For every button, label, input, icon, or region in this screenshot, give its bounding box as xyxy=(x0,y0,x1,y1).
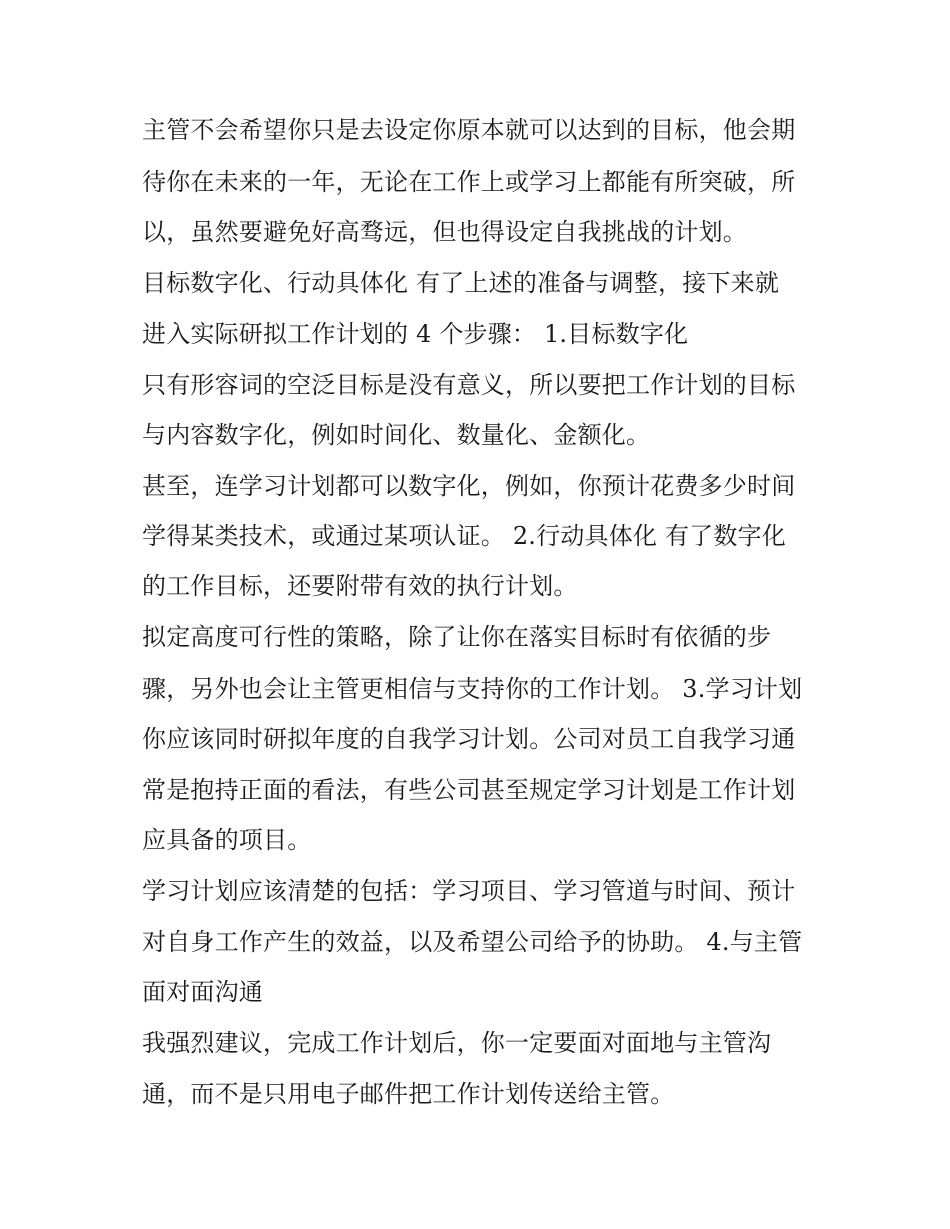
text-line: 以，虽然要避免好高骛远，但也得设定自我挑战的计划。 xyxy=(142,218,747,246)
text-line: 我强烈建议，完成工作计划后，你一定要面对面地与主管沟 xyxy=(142,1029,772,1057)
text-line: 甚至，连学习计划都可以数字化，例如，你预计花费多少时间 xyxy=(142,472,796,500)
text-line: 常是抱持正面的看法，有些公司甚至规定学习计划是工作计划 xyxy=(142,776,796,804)
text-line: 通，而不是只用电子邮件把工作计划传送给主管。 xyxy=(142,1080,675,1108)
text-line: 的工作目标，还要附带有效的执行计划。 xyxy=(142,572,578,600)
text-line: 应具备的项目。 xyxy=(142,826,312,854)
text-line: 你应该同时研拟年度的自我学习计划。公司对员工自我学习通 xyxy=(142,725,796,753)
text-line: 学习计划应该清楚的包括：学习项目、学习管道与时间、预计 xyxy=(142,877,796,905)
text-line: 主管不会希望你只是去设定你原本就可以达到的目标，他会期 xyxy=(142,116,796,144)
text-line: 拟定高度可行性的策略，除了让你在落实目标时有依循的步 xyxy=(142,623,772,651)
text-line: 对自身工作产生的效益，以及希望公司给予的协助。 4.与主管 xyxy=(142,928,803,956)
text-line: 进入实际研拟工作计划的 4 个步骤： 1.目标数字化 xyxy=(142,320,689,348)
text-line: 待你在未来的一年，无论在工作上或学习上都能有所突破，所 xyxy=(142,168,796,196)
text-line: 目标数字化、行动具体化 有了上述的准备与调整，接下来就 xyxy=(142,269,780,297)
text-line: 骤，另外也会让主管更相信与支持你的工作计划。 3.学习计划 xyxy=(142,675,803,703)
text-line: 学得某类技术，或通过某项认证。 2.行动具体化 有了数字化 xyxy=(142,522,786,550)
text-line: 面对面沟通 xyxy=(142,978,263,1006)
text-line: 与内容数字化，例如时间化、数量化、金额化。 xyxy=(142,421,651,449)
text-line: 只有形容词的空泛目标是没有意义，所以要把工作计划的目标 xyxy=(142,371,796,399)
